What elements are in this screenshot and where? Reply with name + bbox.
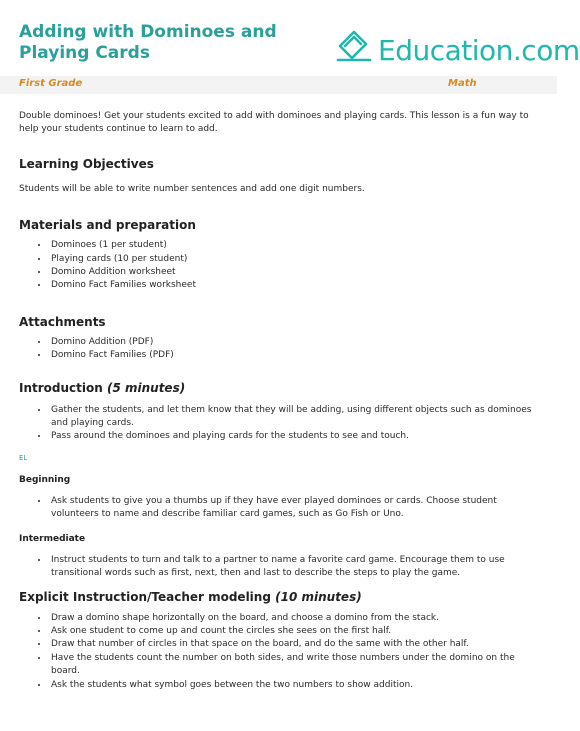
- intermediate-heading: Intermediate: [19, 533, 86, 544]
- list-item: • Have the students count the number on both sides, and write those numbers under the domino on the board.: [49, 652, 541, 679]
- introduction-title: Introduction: [19, 380, 103, 395]
- explicit-instruction-list: [19, 612, 541, 692]
- objectives-heading: Learning Objectives: [19, 156, 154, 171]
- lesson-intro: Double dominoes! Get your students excited to add with dominoes and playing cards. This lesson is a fun way to help your students continue to learn to add.: [19, 111, 529, 135]
- list-item: • Domino Addition worksheet: [49, 266, 541, 279]
- explicit-instruction-heading: [19, 590, 541, 605]
- explicit-instruction-duration: (10 minutes): [275, 589, 362, 604]
- introduction-list: [19, 404, 541, 444]
- list-item: • Draw a domino shape horizontally on the board, and choose a domino from the stack.: [49, 612, 541, 625]
- list-item: • Instruct students to turn and talk to a partner to name a favorite card game. Encourage them to use transitional words such as first, next, then and last to describe the steps to play the game.: [49, 554, 541, 581]
- list-item: • Ask the students what symbol goes between the two numbers to show addition.: [49, 679, 541, 692]
- list-item: • Dominoes (1 per student): [49, 239, 541, 252]
- grade-tag[interactable]: First Grade: [19, 78, 83, 89]
- list-item: • Pass around the dominoes and playing cards for the students to see and touch.: [49, 430, 541, 443]
- materials-list: [19, 239, 541, 293]
- el-label: EL: [19, 453, 28, 462]
- list-item: • Domino Fact Families worksheet: [49, 279, 541, 292]
- education-com-logo[interactable]: [332, 24, 580, 72]
- category-bar: [0, 76, 557, 94]
- lesson-content: [19, 110, 541, 692]
- materials-heading: Materials and preparation: [19, 218, 196, 233]
- list-item: • Ask students to give you a thumbs up if they have ever played dominoes or cards. Choose student volunteers to name and describe familiar card games, such as Go Fish or Uno.: [49, 495, 541, 522]
- subject-tag[interactable]: Math: [448, 78, 477, 89]
- list-item: • Ask one student to come up and count the circles she sees on the first half.: [49, 625, 541, 638]
- list-item: • Playing cards (10 per student): [49, 253, 541, 266]
- list-item: • Draw that number of circles in that space on the board, and do the same with the other half.: [49, 638, 541, 651]
- objectives-text: Students will be able to write number sentences and add one digit numbers.: [19, 183, 365, 194]
- introduction-heading: [19, 381, 541, 396]
- explicit-instruction-title: Explicit Instruction/Teacher modeling: [19, 589, 271, 604]
- attachments-heading: Attachments: [19, 314, 106, 329]
- attachments-list: [19, 336, 541, 363]
- intermediate-list: [19, 554, 541, 581]
- introduction-duration: (5 minutes): [106, 380, 186, 395]
- beginning-heading: Beginning: [19, 474, 71, 485]
- logo-text: Education.com: [378, 34, 580, 67]
- page-title: Adding with Dominoes and Playing Cards: [19, 22, 277, 63]
- list-item: • Gather the students, and let them know that they will be adding, using different objects such as dominoes and playing cards.: [49, 404, 541, 431]
- pencil-logo-icon: [332, 24, 376, 64]
- attachment-link[interactable]: • Domino Fact Families (PDF): [49, 349, 541, 362]
- attachment-link[interactable]: • Domino Addition (PDF): [49, 336, 541, 349]
- beginning-list: [19, 495, 541, 522]
